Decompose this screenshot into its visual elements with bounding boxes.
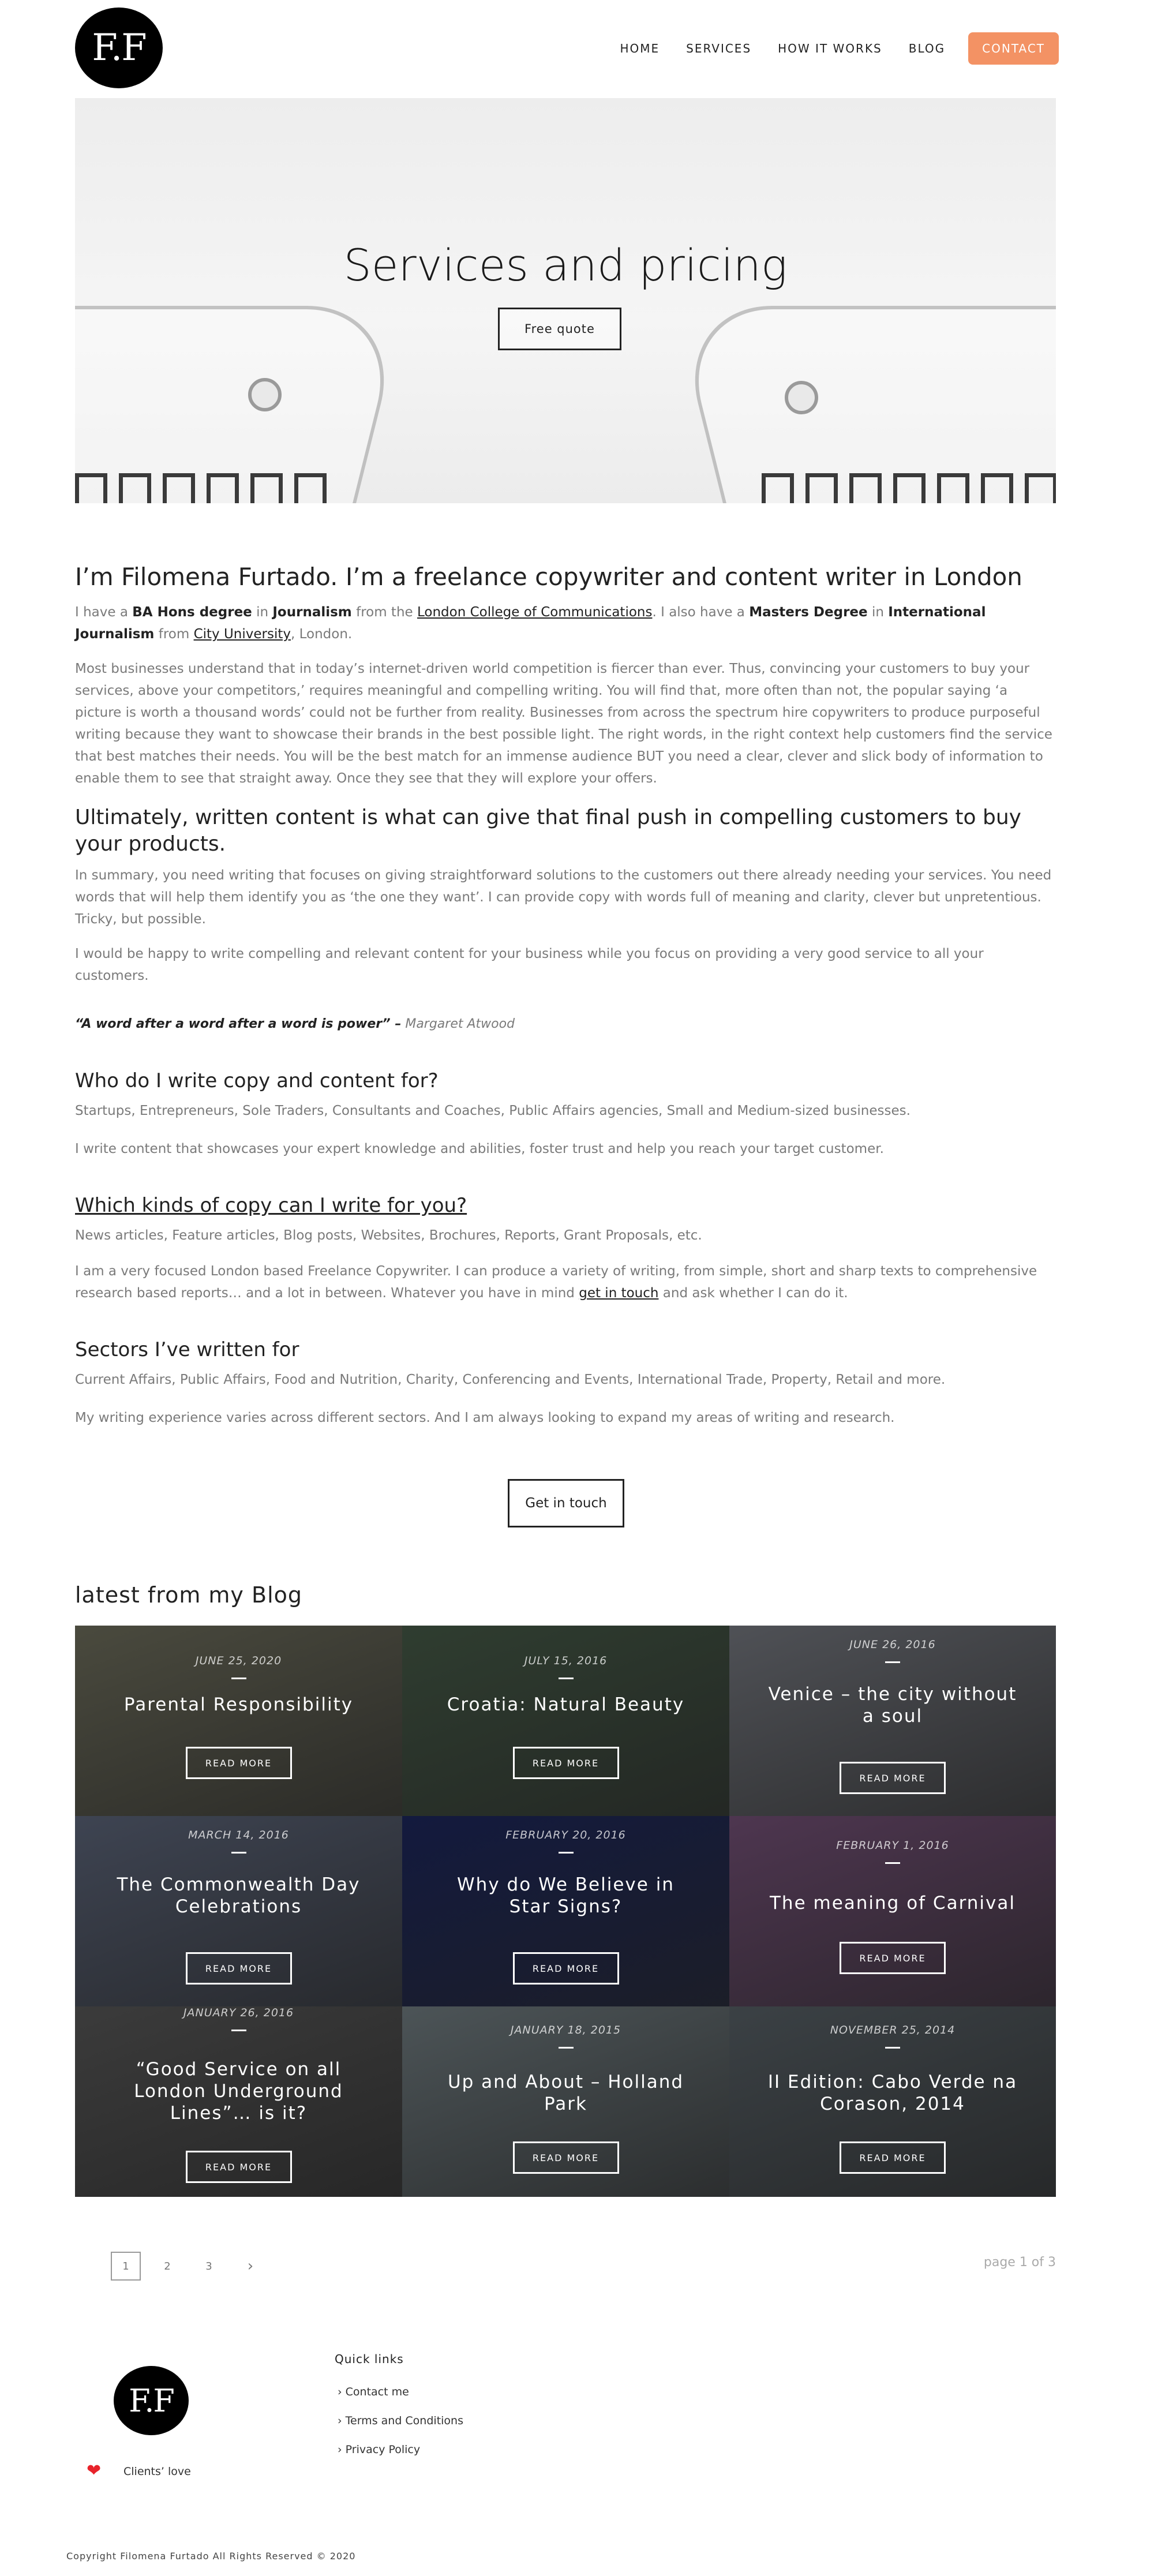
page-1-link[interactable]: 1 — [111, 2252, 141, 2281]
text: in — [867, 605, 889, 620]
ultimately-paragraph-1: In summary, you need writing that focuses on giving straightforward solutions to the customers out there already needing your services. You need words that will help them identify you as ‘the one they want’. I can provide copy with words full of meaning and clarity, clever but unpretentious. Tricky, but possible. — [75, 868, 1052, 927]
who-heading: Who do I write copy and content for? — [75, 1069, 439, 1092]
read-more-button[interactable]: READ MORE — [513, 1747, 619, 1779]
sectors-heading: Sectors I’ve written for — [75, 1338, 299, 1361]
blog-card-date: JANUARY 26, 2016 — [183, 2006, 294, 2019]
typewriter-prongs-right — [762, 473, 1056, 503]
intro-paragraph-2: Most businesses understand that in today’s internet-driven world competition is fiercer than ever. Thus, convincing your customers to buy your services, above your competitors,’ requires meaningful and compelling writing. You will find that, more often than not, the popular saying ‘a picture is worth a thousand words’ could not be further from reality. Businesses from across the spectrum hire copywriters to produce purposeful writing because they want to showcase their brands in the best possible light. The right words, in the right context help customers find the service that best matches their needs. You will be the best match for an immense audience BUT you need a clear, clever and slick body of information to enable them to see that straight away. Once they see that they will explore your offers. — [75, 661, 1052, 786]
blog-card-title[interactable]: The Commonwealth Day Celebrations — [117, 1874, 361, 1917]
text-bold: Masters Degree — [749, 605, 868, 620]
intro-paragraph-1 — [75, 601, 1056, 645]
next-page-icon[interactable]: › — [247, 2257, 254, 2275]
read-more-button[interactable]: READ MORE — [186, 2151, 292, 2183]
intro-heading: I’m Filomena Furtado. I’m a freelance copywriter and content writer in London — [75, 563, 1022, 591]
kinds-paragraph-1: News articles, Feature articles, Blog posts, Websites, Brochures, Reports, Grant Proposals, etc. — [75, 1228, 702, 1243]
city-university-link[interactable]: City University — [193, 627, 291, 642]
read-more-button[interactable]: READ MORE — [840, 1942, 946, 1974]
text: and ask whether I can do it. — [658, 1286, 848, 1301]
read-more-button[interactable]: READ MORE — [840, 1762, 946, 1794]
text: from — [154, 627, 194, 642]
copyright: Copyright Filomena Furtado All Rights Reserved © 2020 — [66, 2551, 356, 2562]
blog-card-divider — [559, 1852, 574, 1854]
read-more-button[interactable]: READ MORE — [513, 2141, 619, 2174]
read-more-button[interactable]: READ MORE — [840, 2141, 946, 2174]
blog-card-divider — [231, 1678, 246, 1679]
blog-section-title: latest from my Blog — [75, 1582, 302, 1608]
contact-button[interactable]: CONTACT — [968, 32, 1059, 65]
page-3-link[interactable]: 3 — [205, 2260, 212, 2272]
main-nav — [593, 32, 1059, 65]
blog-card[interactable] — [402, 1626, 729, 1816]
quick-links-title: Quick links — [335, 2352, 404, 2366]
nav-home[interactable]: HOME — [620, 42, 660, 55]
blog-card-title[interactable]: Venice – the city without a soul — [768, 1684, 1017, 1727]
text-bold: Journalism — [272, 605, 352, 620]
ultimately-heading: Ultimately, written content is what can give that final push in compelling customers to buy your products. — [75, 806, 1021, 856]
footer-link-terms[interactable] — [338, 2414, 463, 2427]
blog-card-title[interactable]: Croatia: Natural Beauty — [447, 1694, 685, 1715]
blog-card-date: FEBRUARY 1, 2016 — [836, 1839, 949, 1852]
get-in-touch-link[interactable]: get in touch — [579, 1286, 659, 1301]
blog-card[interactable] — [402, 1816, 729, 2006]
blog-card-title[interactable]: Why do We Believe in Star Signs? — [457, 1874, 675, 1917]
read-more-button[interactable]: READ MORE — [186, 1747, 292, 1779]
nav-how-it-works[interactable]: HOW IT WORKS — [778, 42, 882, 55]
blog-card-divider — [559, 2047, 574, 2049]
blog-card[interactable] — [729, 1626, 1056, 1816]
blog-card-title[interactable]: The meaning of Carnival — [769, 1893, 1016, 1914]
key-hole-right — [785, 381, 818, 414]
who-paragraph-2: I write content that showcases your expert knowledge and abilities, foster trust and help you reach your target customer. — [75, 1141, 884, 1156]
site-logo[interactable]: F.F — [75, 8, 163, 88]
sectors-paragraph-1: Current Affairs, Public Affairs, Food and Nutrition, Charity, Conferencing and Events, International Trade, Property, Retail and more. — [75, 1372, 946, 1387]
get-in-touch-button[interactable]: Get in touch — [508, 1479, 624, 1527]
free-quote-button[interactable]: Free quote — [498, 308, 621, 350]
pagination — [111, 2252, 277, 2281]
text: I am a very focused London based Freelance Copywriter. I can produce a variety of writing, from simple, short and sharp texts to comprehensive research based reports… and a lot in between. Whatever you have in mind — [75, 1264, 1037, 1301]
blog-card[interactable] — [729, 2006, 1056, 2197]
chevron-right-icon: › — [338, 2443, 346, 2456]
key-hole-left — [248, 378, 282, 411]
blog-card-title[interactable]: II Edition: Cabo Verde na Corason, 2014 — [767, 2072, 1018, 2114]
text: from the — [351, 605, 417, 620]
kinds-heading[interactable]: Which kinds of copy can I write for you? — [75, 1194, 467, 1217]
nav-services[interactable]: SERVICES — [686, 42, 752, 55]
link-label: Terms and Conditions — [345, 2414, 463, 2427]
blog-card-divider — [231, 1852, 246, 1854]
blog-card-date: JUNE 26, 2016 — [849, 1638, 936, 1651]
blog-card-divider — [231, 2030, 246, 2031]
ultimately-paragraph-2: I would be happy to write compelling and relevant content for your business while you focus on providing a very good service to all your customers. — [75, 946, 984, 983]
blog-card-title[interactable]: Up and About – Holland Park — [447, 2072, 684, 2114]
chevron-right-icon: › — [338, 2386, 346, 2398]
text: . I also have a — [652, 605, 750, 620]
blog-card-divider — [885, 2047, 900, 2049]
blog-card-date: NOVEMBER 25, 2014 — [830, 2024, 956, 2036]
read-more-button[interactable]: READ MORE — [186, 1952, 292, 1985]
chevron-right-icon: › — [338, 2414, 346, 2427]
quote-text: “A word after a word after a word is power” – — [75, 1017, 402, 1031]
who-paragraph-1: Startups, Entrepreneurs, Sole Traders, Consultants and Coaches, Public Affairs agencies, Small and Medium-sized businesses. — [75, 1103, 911, 1118]
blog-card-divider — [885, 1661, 900, 1663]
page-2-link[interactable]: 2 — [164, 2260, 171, 2272]
london-college-link[interactable]: London College of Communications — [417, 605, 653, 620]
hero-title: Services and pricing — [343, 239, 788, 291]
blog-card-date: FEBRUARY 20, 2016 — [505, 1829, 626, 1841]
text: in — [252, 605, 273, 620]
link-label: Contact me — [345, 2386, 409, 2398]
blog-card-date: MARCH 14, 2016 — [188, 1829, 289, 1841]
read-more-button[interactable]: READ MORE — [513, 1952, 619, 1985]
text: , London. — [290, 627, 353, 642]
blog-card[interactable] — [729, 1816, 1056, 2006]
blog-card[interactable] — [75, 1816, 402, 2006]
quote-author: Margaret Atwood — [401, 1017, 515, 1031]
typewriter-prongs-left — [75, 473, 338, 503]
footer-link-privacy[interactable] — [338, 2443, 420, 2456]
kinds-paragraph-2 — [75, 1260, 1056, 1304]
clients-love-link[interactable]: Clients’ love — [123, 2465, 191, 2478]
blog-card-title[interactable]: Parental Responsibility — [123, 1694, 354, 1715]
atwood-quote — [75, 1013, 1056, 1035]
text: I have a — [75, 605, 133, 620]
nav-blog[interactable]: BLOG — [908, 42, 946, 55]
footer-logo[interactable]: F.F — [114, 2366, 189, 2435]
blog-card[interactable] — [75, 2006, 402, 2197]
sectors-paragraph-2: My writing experience varies across different sectors. And I am always looking to expand my areas of writing and research. — [75, 1410, 895, 1425]
blog-card[interactable] — [402, 2006, 729, 2197]
text-bold: BA Hons degree — [132, 605, 252, 620]
blog-card-divider — [885, 1862, 900, 1864]
site-header — [0, 0, 1154, 98]
text-bold: International Journalism — [75, 605, 986, 642]
link-label: Privacy Policy — [345, 2443, 421, 2456]
main-content — [75, 560, 1056, 1429]
footer-link-contact[interactable] — [338, 2386, 409, 2398]
blog-card-date: JUNE 25, 2020 — [195, 1654, 282, 1667]
heart-icon: ❤ — [87, 2461, 102, 2481]
hero-banner — [75, 98, 1056, 503]
page-count: page 1 of 3 — [983, 2255, 1056, 2270]
blog-card-title[interactable]: “Good Service on all London Underground Lines”… is it? — [134, 2059, 343, 2124]
blog-grid — [75, 1626, 1056, 2197]
blog-card[interactable] — [75, 1626, 402, 1816]
blog-card-date: JULY 15, 2016 — [524, 1654, 608, 1667]
blog-card-divider — [559, 1678, 574, 1679]
blog-card-date: JANUARY 18, 2015 — [510, 2024, 621, 2036]
